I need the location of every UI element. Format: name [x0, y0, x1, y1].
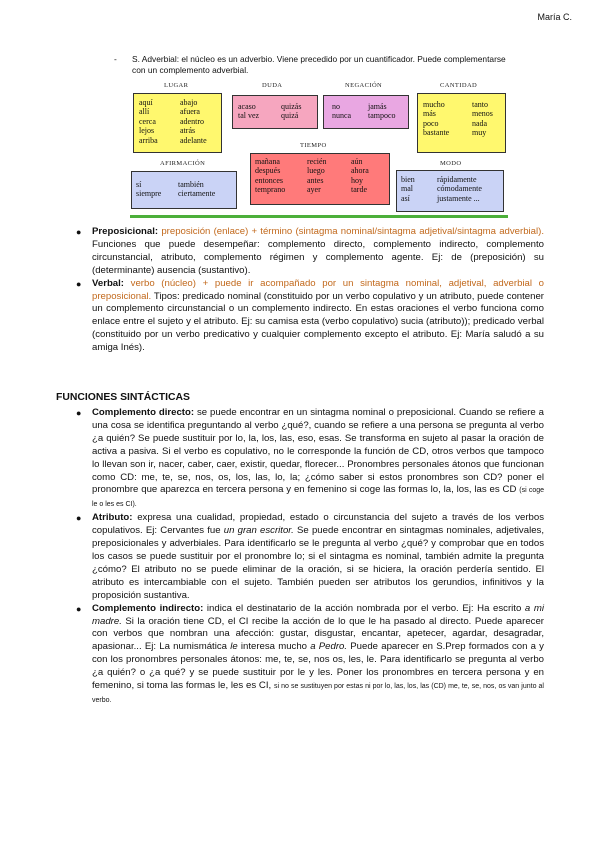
adverb-word: más [423, 109, 436, 119]
adverb-word: nunca [332, 111, 352, 121]
adverb-word: tarde [351, 185, 367, 195]
verbal-label: Verbal: [92, 277, 124, 289]
adverb-word: rápidamente [437, 175, 477, 184]
label-tiempo: TIEMPO [300, 142, 327, 149]
list-item-preposicional [60, 226, 544, 278]
adverb-word: mañana [255, 157, 280, 166]
label-negacion: NEGACIÓN [345, 82, 383, 89]
adverb-word: siempre [136, 189, 162, 199]
adverb-word: lejos [139, 126, 155, 136]
adverb-word: temprano [255, 185, 286, 195]
functions-list [60, 407, 544, 708]
adverbial-subitem [114, 54, 514, 76]
adverb-word: poco [423, 118, 439, 128]
adverb-word: tanto [472, 100, 488, 109]
cd-label: Complemento directo: [92, 407, 195, 418]
bullet-icon: ● [76, 603, 82, 614]
adverb-word: después [255, 166, 281, 176]
ci-example-3: a Pedro. [310, 641, 348, 653]
adverb-word: aquí [139, 98, 153, 107]
adverb-word: entonces [255, 175, 283, 185]
adverb-word: recién [307, 157, 327, 166]
box-cantidad [417, 93, 506, 153]
adverb-word: hoy [351, 175, 363, 185]
prep-label: Preposicional: [92, 226, 159, 237]
list-item-ci [60, 603, 544, 708]
box-afirmacion [131, 171, 237, 209]
label-afirmacion: AFIRMACIÓN [160, 160, 206, 167]
ci-text-4: Puede aparecer en S.Prep formados con a y con los pronombres personales átonos: me, te, se, nos os, les, le. Para identificarlo se pregunta al verbo ¿a quién? o ¿a qué? y se puede sustituir por le y les. Poner los pronombres en tercera persona y en femenino, si toma las formas le, les es CI, [92, 641, 544, 692]
adverb-word: luego [307, 166, 325, 176]
box-duda [232, 95, 318, 129]
author-name: María C. [537, 12, 572, 22]
adverb-word: ahora [351, 166, 369, 176]
adverb-word: mucho [423, 100, 445, 109]
box-tiempo [250, 153, 390, 205]
label-cantidad: CANTIDAD [440, 82, 478, 89]
adverb-word: quizás [281, 102, 302, 111]
prep-definition: preposición (enlace) + término (sintagma nominal/sintagma adjetival/sintagma adverbial). [161, 226, 545, 237]
verbal-definition: verbo (núcleo) + puede ir acompañado por un sintagma nominal, adjetival, adverbial o preposicional. [92, 277, 544, 302]
adverb-word: afuera [180, 107, 200, 117]
adverb-word: adelante [180, 135, 207, 145]
adverb-word: aún [351, 157, 363, 166]
divider-line [130, 215, 508, 218]
label-modo: MODO [440, 160, 462, 167]
ci-example-1: a mi madre. [92, 602, 545, 627]
adverb-word: bastante [423, 128, 450, 138]
adverb-word: menos [472, 109, 493, 119]
label-duda: DUDA [262, 82, 283, 89]
adverb-word: no [332, 102, 340, 111]
attr-text: expresa una cualidad, propiedad, estado o circunstancia del sujeto a través de los verbos copulativos. Ej: Cervantes fue [92, 512, 544, 537]
label-lugar: LUGAR [164, 82, 189, 89]
ci-text-2: Si la oración tiene CD, el CI recibe la acción de lo que le ha pasado al directo. Puede aparecer con verbos que nombran una afección: gustar, disgustar, encantar, apetecer, agardar, desagradar, apasionar... Ej: La numismática [92, 615, 544, 653]
section-heading: FUNCIONES SINTÁCTICAS [56, 392, 190, 403]
adverb-word: jamás [368, 102, 387, 111]
adverbial-text: S. Adverbial: el núcleo es un adverbio. Viene precedido por un cuantificador. Puede complementarse con un complemento adverbial. [132, 54, 506, 75]
box-negacion [323, 95, 409, 129]
adverb-word: también [178, 180, 204, 189]
attr-label: Atributo: [92, 512, 133, 524]
adverb-word: quizá [281, 111, 299, 121]
adverb-word: justamente ... [437, 193, 480, 203]
dash-marker: - [114, 54, 117, 64]
adverb-word: sí [136, 180, 142, 189]
ci-text-3: interesa mucho [240, 641, 308, 653]
list-item-cd [60, 407, 544, 512]
adverb-word: arriba [139, 135, 158, 145]
attr-text-2: Se puede encontrar en sintagmas nominales, adjetivales, preposicionales y adverbiales. Para identificarlo se le pregunta al verbo ¿qué? y comprobar que en todos los casos se puede sustituir por el pronombre lo; si el sintagma es nominal, también admite la pregunta ¿cómo? El atributo no se puede eliminar de la oración, si se hiciera, la oración perdería sentido. El atributo es intercambiable con el sujeto. También pueden ser atributos los gerundios, infinitivos y la proposición sustantiva. [92, 525, 544, 601]
cd-text: se puede encontrar en un sintagma nominal o preposicional. Cuando se refiere a una cosa se identifica preguntando al verbo ¿qué?, cuando se refiere a una persona se pregunta al verbo ¿a quién? Se puede sustituir por lo, la, los, las, eso, esas. Se transforma en sujeto al pasar la oración de activa a pasiva. Si el verbo es copulativo, no le corresponde la función de CD, otros verbos que tampoco lo llevan son ir, nacer, caber, caer, existir, quedar, florecer... Pronombres personales átonos que funcionan como CD: me, te, se, nos, os, los, las, lo, la; ¿cómo saber si estos pronombres son CD? poner el pronombre que aparezca en tercera persona y en femenino si coge las formas lo, la, los, las es CD [92, 407, 544, 496]
bullet-icon: ● [76, 227, 82, 237]
list-item-atributo [60, 512, 544, 602]
adverb-word: acaso [238, 102, 256, 111]
prep-text: Funciones que puede desempeñar: complemento directo, complemento indirecto, complemento circunstancial, atributo, complemento régimen y complemento agente. Ej: de (preposición) su (determinante) ausencia (sustantivo). [92, 238, 544, 276]
ci-text: indica el destinatario de la acción nombrada por el verbo. Ej: Ha escrito [206, 602, 522, 614]
adverb-word: así [401, 193, 410, 203]
bullet-icon: ● [76, 408, 82, 418]
adverb-word: ayer [307, 185, 321, 195]
adverb-word: atrás [180, 126, 196, 136]
list-item-verbal [60, 278, 544, 355]
adverb-word: adentro [180, 116, 204, 126]
verbal-text: Tipos: predicado nominal (constituido por un verbo copulativo y un atributo, puede contener un complemento circunstancial o un complemento indirecto. En estas oraciones el verbo funciona como enlace entre el sujeto y el atributo. Ej: su camisa esta (verbo copulativo) sucia (atributo)); predicado verbal (constituido por un verbo predicativo y cualquier complemento excepto el atributo. Ej: María saludó a su amiga Inés). [92, 290, 544, 354]
adverb-word: tampoco [368, 111, 396, 121]
ci-example-2: le [230, 641, 238, 653]
ci-note: si no se sustituyen por estas ni por lo, las, los, las (CD) me, te, se, nos, os van junto al verbo. [92, 683, 544, 704]
bullet-icon: ● [76, 513, 82, 524]
box-modo [396, 170, 504, 212]
adverb-word: nada [472, 118, 488, 128]
adverb-word: antes [307, 175, 324, 185]
box-lugar [133, 93, 222, 153]
adverb-word: tal vez [238, 111, 260, 121]
adverb-word: bien [401, 175, 415, 184]
attr-example: un gran escritor. [223, 525, 294, 537]
phrase-types-list [60, 226, 544, 355]
ci-label: Complemento indirecto: [92, 602, 204, 614]
adverb-word: muy [472, 128, 487, 138]
adverb-word: ciertamente [178, 189, 216, 199]
adverb-word: cómodamente [437, 184, 482, 194]
adverb-word: allí [139, 107, 150, 117]
bullet-icon: ● [76, 278, 82, 289]
adverb-word: mal [401, 184, 413, 194]
adverb-word: cerca [139, 116, 156, 126]
cd-note: (si coge le o les es CI). [92, 487, 544, 509]
adverb-word: abajo [180, 98, 198, 107]
